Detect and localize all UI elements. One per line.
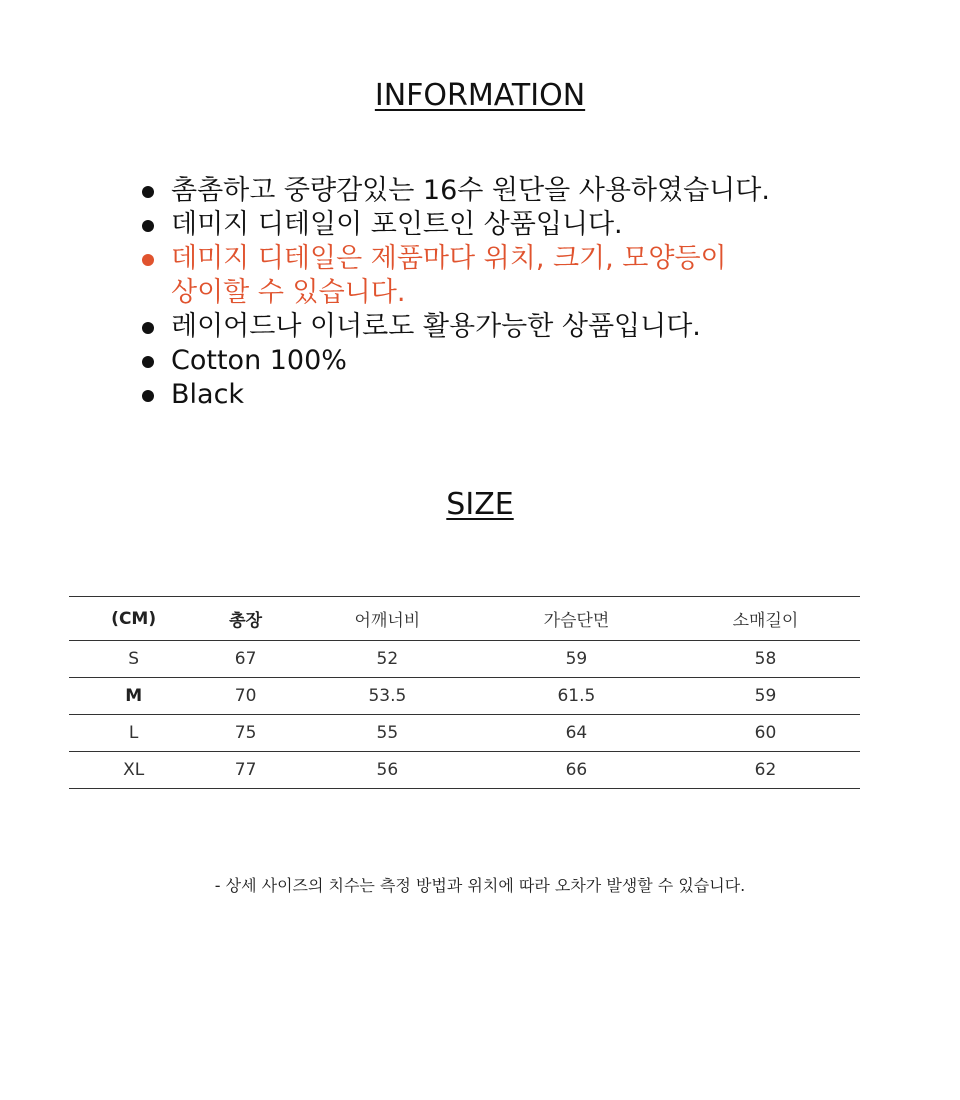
size-value-cell: 52: [293, 641, 482, 678]
information-item-text: 데미지 디테일은 제품마다 위치, 크기, 모양등이: [171, 243, 727, 274]
information-item-text: 데미지 디테일이 포인트인 상품입니다.: [171, 209, 623, 240]
table-row: [69, 678, 860, 715]
table-row: [69, 641, 860, 678]
size-value-cell: 77: [198, 752, 293, 789]
information-item-text: 촘촘하고 중량감있는 16수 원단을 사용하였습니다.: [171, 175, 770, 206]
header-unit: (CM): [69, 597, 198, 641]
header-shoulder-width: 어깨너비: [293, 597, 482, 641]
bullet-icon: [142, 356, 154, 368]
size-table-header-row: [69, 597, 860, 641]
information-item: [140, 208, 840, 242]
size-value-cell: 61.5: [482, 678, 671, 715]
table-row: [69, 715, 860, 752]
size-footnote: - 상세 사이즈의 치수는 측정 방법과 위치에 따라 오차가 발생할 수 있습니다.: [214, 876, 746, 895]
size-value-cell: 70: [198, 678, 293, 715]
information-item-text: 상이할 수 있습니다.: [171, 277, 406, 308]
information-item-text: Cotton 100%: [171, 345, 347, 376]
size-value-cell: 62: [671, 752, 860, 789]
bullet-icon: [142, 186, 154, 198]
information-item: [140, 310, 840, 344]
header-total-length: 총장: [198, 597, 293, 641]
size-value-cell: 60: [671, 715, 860, 752]
size-table: [69, 596, 860, 789]
size-table-body: [69, 641, 860, 789]
bullet-icon: [142, 254, 154, 266]
size-label-cell: XL: [69, 752, 198, 789]
size-value-cell: 55: [293, 715, 482, 752]
size-label-cell: M: [69, 678, 198, 715]
information-title-text: INFORMATION: [374, 78, 586, 113]
size-label-cell: L: [69, 715, 198, 752]
size-value-cell: 64: [482, 715, 671, 752]
table-row: [69, 752, 860, 789]
bullet-icon: [142, 390, 154, 402]
bullet-icon: [142, 220, 154, 232]
size-value-cell: 58: [671, 641, 860, 678]
size-value-cell: 53.5: [293, 678, 482, 715]
size-title-text: SIZE: [446, 487, 514, 522]
size-value-cell: 66: [482, 752, 671, 789]
size-label-cell: S: [69, 641, 198, 678]
information-item-text: Black: [171, 379, 245, 410]
size-title: [0, 487, 960, 523]
information-list: [140, 174, 840, 412]
size-value-cell: 56: [293, 752, 482, 789]
size-value-cell: 59: [671, 678, 860, 715]
size-value-cell: 59: [482, 641, 671, 678]
size-value-cell: 75: [198, 715, 293, 752]
size-value-cell: 67: [198, 641, 293, 678]
information-item: [140, 378, 840, 412]
information-item: [140, 174, 840, 208]
information-item: [140, 344, 840, 378]
header-sleeve-length: 소매길이: [671, 597, 860, 641]
bullet-icon: [142, 322, 154, 334]
information-title: [0, 78, 960, 114]
information-item: [140, 242, 840, 310]
information-item-text: 레이어드나 이너로도 활용가능한 상품입니다.: [171, 311, 701, 342]
header-chest-width: 가슴단면: [482, 597, 671, 641]
